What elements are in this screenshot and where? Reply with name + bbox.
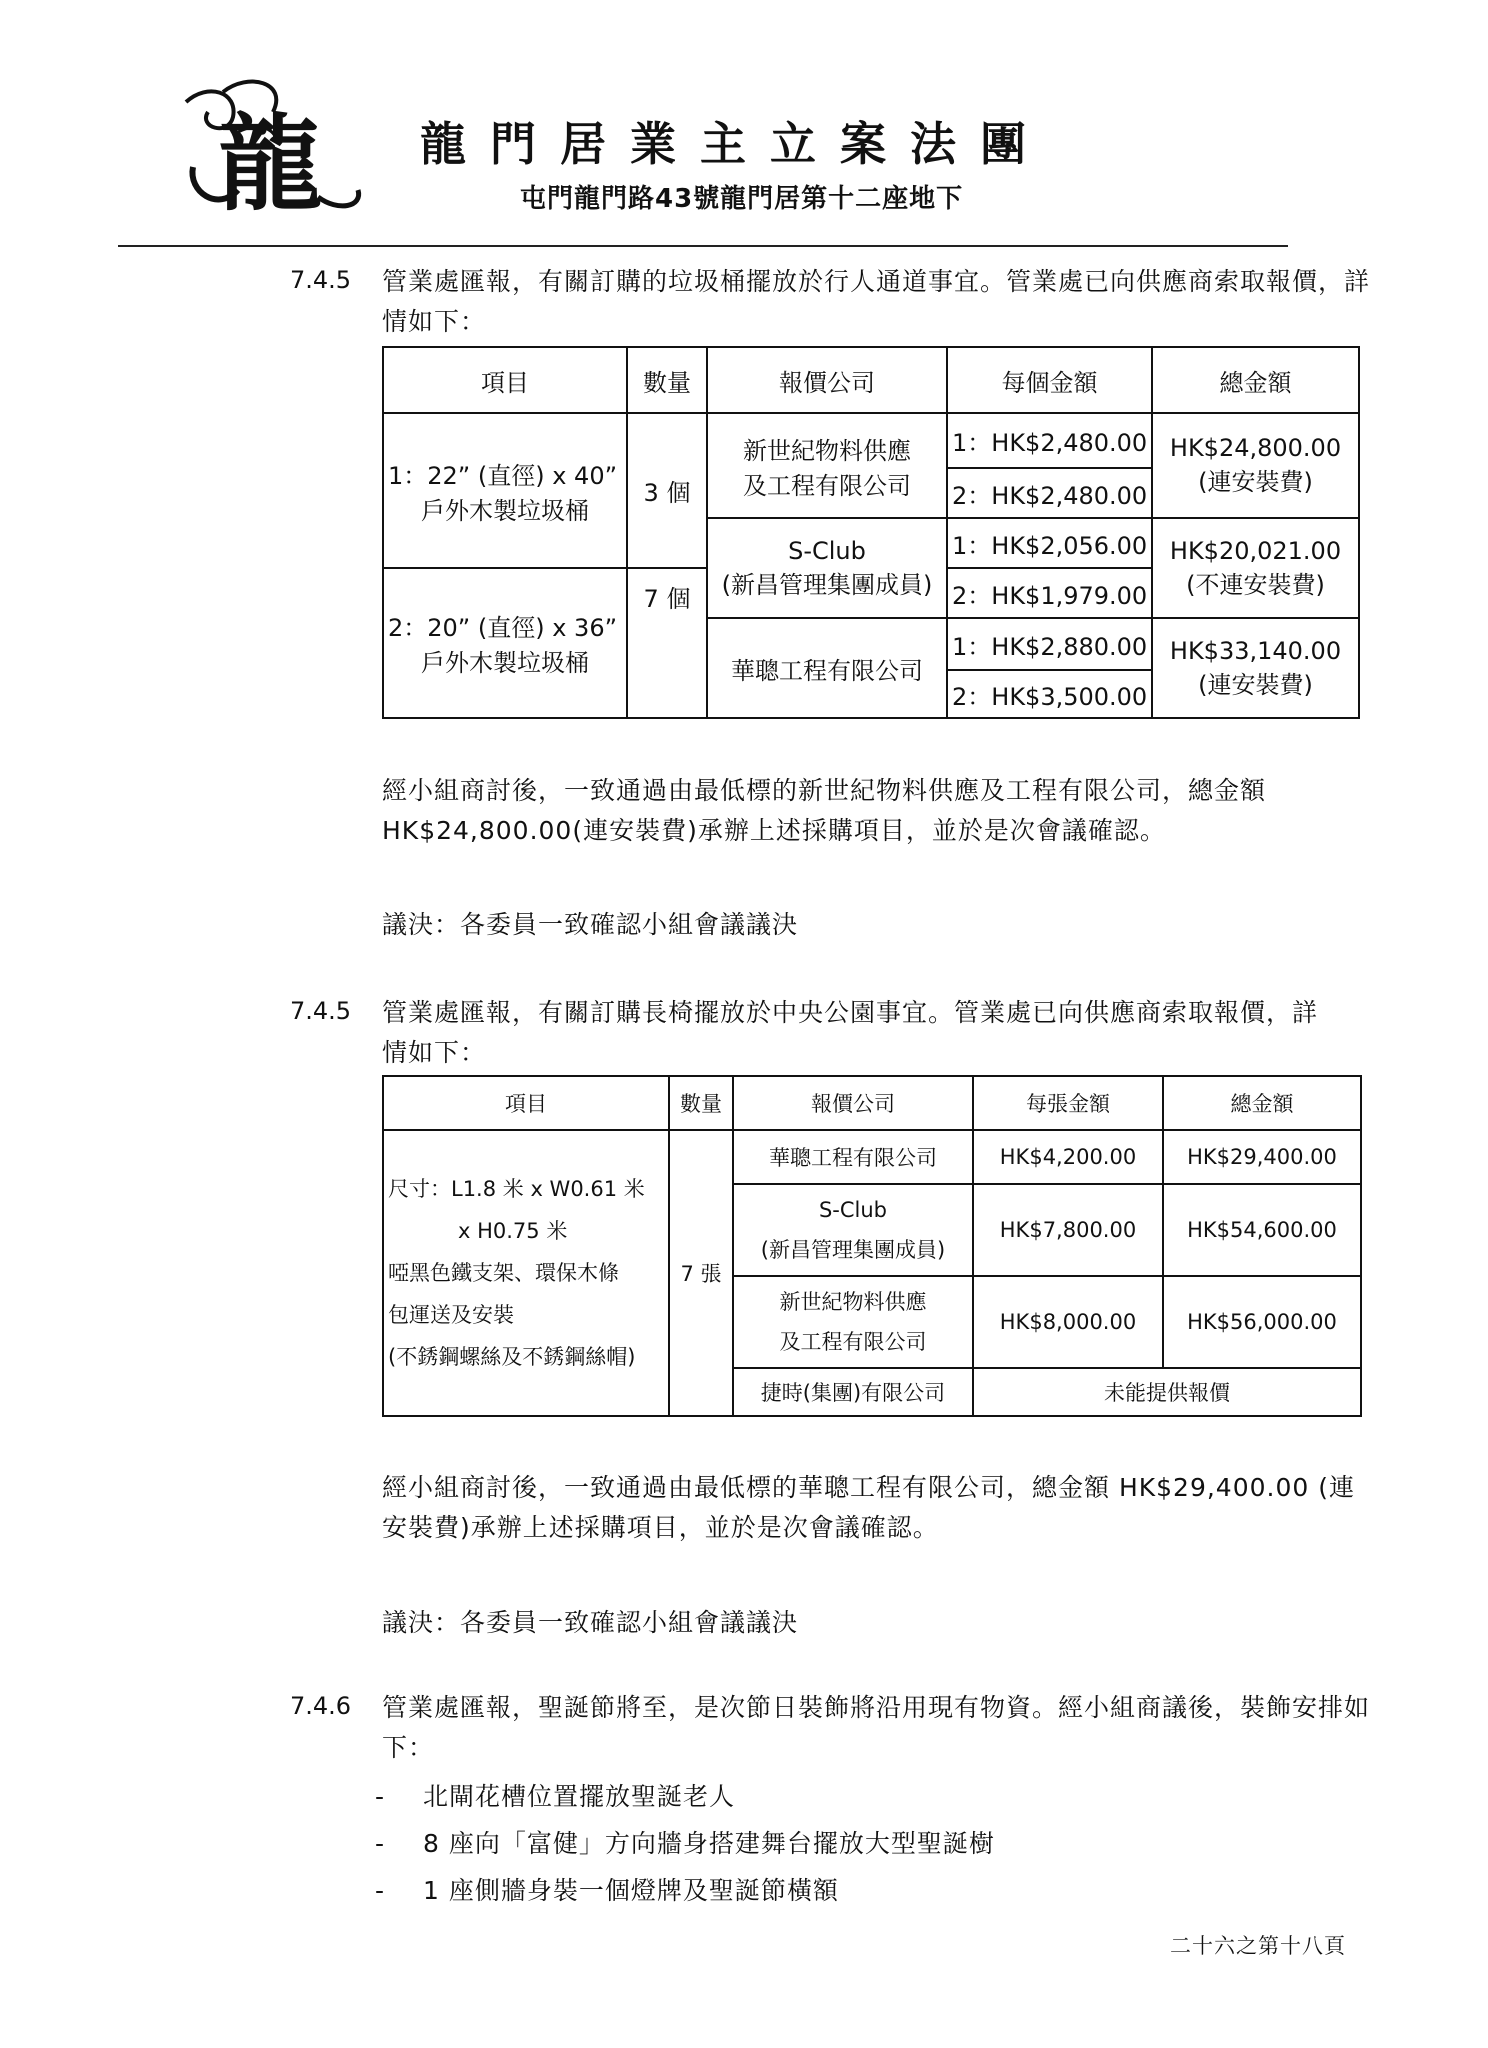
list-item-text: 北閘花槽位置擺放聖誕老人	[423, 1782, 736, 1811]
total-cell: HK$56,000.00	[1163, 1276, 1361, 1368]
list-item	[375, 1773, 995, 1820]
company-cell	[733, 1184, 973, 1276]
section-text: 管業處匯報，有關訂購的垃圾桶擺放於行人通道事宜。管業處已向供應商索取報價，詳情如下：	[382, 267, 1371, 336]
total-note: (連安裝費)	[1198, 468, 1313, 496]
page-number: 二十六之第十八頁	[1170, 1934, 1346, 1958]
section-number: 7.4.5	[290, 266, 352, 294]
company-line: S-Club	[788, 536, 866, 565]
logo-character: 龍	[218, 102, 323, 222]
unit-price-cell: HK$4,200.00	[973, 1130, 1163, 1184]
no-quote-cell: 未能提供報價	[973, 1368, 1361, 1416]
total-cell	[1152, 413, 1359, 518]
total-amount: HK$33,140.00	[1169, 636, 1342, 665]
item-cell	[383, 413, 627, 568]
item-spec-line: 啞黑色鐵支架、環保木條	[388, 1261, 619, 1285]
company-line: 華聰工程有限公司	[769, 1146, 937, 1170]
company-cell	[707, 413, 947, 518]
unit-price-cell: 1：HK$2,480.00	[947, 413, 1152, 468]
table-header: 項目	[383, 1076, 669, 1130]
unit-price-cell: 2：HK$1,979.00	[947, 568, 1152, 618]
section-number: 7.4.5	[290, 997, 352, 1025]
section-number: 7.4.6	[290, 1692, 352, 1720]
org-title: 龍門居業主立案法團	[420, 117, 1050, 171]
company-cell	[733, 1130, 973, 1184]
list-item-text: 8 座向「富健」方向牆身搭建舞台擺放大型聖誕樹	[423, 1829, 995, 1858]
table-header: 每張金額	[973, 1076, 1163, 1130]
bullet-dash: -	[375, 1782, 386, 1811]
bullet-dash: -	[375, 1876, 386, 1905]
company-cell	[707, 618, 947, 718]
table-header: 總金額	[1163, 1076, 1361, 1130]
table-header: 報價公司	[707, 347, 947, 413]
item-name-line: 戶外木製垃圾桶	[421, 496, 589, 525]
total-cell: HK$54,600.00	[1163, 1184, 1361, 1276]
company-line: 新世紀物料供應	[743, 436, 911, 465]
total-amount: HK$20,021.00	[1169, 536, 1342, 565]
list-item-text: 1 座側牆身裝一個燈牌及聖誕節橫額	[423, 1876, 839, 1905]
table-row	[383, 413, 1359, 468]
item-spec-line: 尺寸：L1.8 米 x W0.61 米	[388, 1177, 645, 1201]
table-header: 數量	[627, 347, 707, 413]
decision-text: 經小組商討後，一致通過由最低標的華聰工程有限公司，總金額 HK$29,400.00 (連安裝費)承辦上述採購項目，並於是次會議確認。	[382, 1473, 1355, 1542]
section-text: 管業處匯報，有關訂購長椅擺放於中央公園事宜。管業處已向供應商索取報價，詳情如下：	[382, 998, 1319, 1067]
item-cell	[383, 1130, 669, 1416]
company-cell	[707, 518, 947, 618]
total-cell	[1152, 618, 1359, 718]
company-line: 新世紀物料供應	[779, 1290, 927, 1314]
unit-price-cell: HK$8,000.00	[973, 1276, 1163, 1368]
unit-price-cell: 2：HK$3,500.00	[947, 670, 1152, 718]
item-spec-line: 包運送及安裝	[388, 1303, 514, 1327]
header-divider	[118, 245, 1288, 247]
item-name-line: 1：22” (直徑) x 40”	[388, 461, 618, 490]
company-line: 及工程有限公司	[779, 1330, 927, 1354]
table-header: 項目	[383, 347, 627, 413]
resolution-text: 議決：各委員一致確認小組會議議決	[382, 910, 799, 939]
company-line: 華聰工程有限公司	[731, 656, 923, 685]
table-row	[383, 1130, 1361, 1184]
section-text: 管業處匯報，聖誕節將至，是次節日裝飾將沿用現有物資。經小組商議後，裝飾安排如下：	[382, 1693, 1371, 1762]
unit-price-cell: 2：HK$2,480.00	[947, 468, 1152, 518]
decoration-list	[375, 1773, 995, 1914]
benches-quote-table	[382, 1075, 1362, 1417]
item-name-line: 戶外木製垃圾桶	[421, 649, 589, 677]
dragon-swirl-icon	[178, 72, 368, 222]
total-note: (不連安裝費)	[1186, 570, 1325, 599]
qty-cell: 3 個	[627, 413, 707, 568]
unit-price-cell: 1：HK$2,056.00	[947, 518, 1152, 568]
company-line: (新昌管理集團成員)	[760, 1238, 946, 1262]
total-note: (連安裝費)	[1198, 670, 1313, 699]
company-cell: 捷時(集團)有限公司	[733, 1368, 973, 1416]
bins-quote-table	[382, 346, 1360, 719]
table-header: 報價公司	[733, 1076, 973, 1130]
list-item	[375, 1820, 995, 1867]
dragon-logo	[178, 72, 368, 222]
decision-text: 經小組商討後，一致通過由最低標的新世紀物料供應及工程有限公司，總金額HK$24,800.00(連安裝費)承辦上述採購項目，並於是次會議確認。	[382, 776, 1267, 845]
company-line: S-Club	[818, 1198, 888, 1222]
table-header-row	[383, 347, 1359, 413]
company-line: 及工程有限公司	[743, 471, 911, 500]
table-header: 每個金額	[947, 347, 1152, 413]
item-spec-line: (不銹鋼螺絲及不銹鋼絲帽)	[388, 1345, 636, 1369]
company-line: (新昌管理集團成員)	[721, 570, 933, 599]
total-amount: HK$24,800.00	[1169, 434, 1342, 462]
unit-price-cell: 1：HK$2,880.00	[947, 618, 1152, 670]
item-cell	[383, 568, 627, 718]
list-item	[375, 1867, 995, 1914]
company-cell	[733, 1276, 973, 1368]
qty-cell: 7 個	[627, 568, 707, 718]
qty-cell: 7 張	[669, 1130, 733, 1416]
item-spec-line: x H0.75 米	[458, 1219, 568, 1243]
item-name-line: 2：20” (直徑) x 36”	[388, 614, 618, 642]
table-header: 總金額	[1152, 347, 1359, 413]
resolution-text: 議決：各委員一致確認小組會議議決	[382, 1608, 799, 1637]
table-header-row	[383, 1076, 1361, 1130]
bullet-dash: -	[375, 1829, 386, 1858]
org-address: 屯門龍門路43號龍門居第十二座地下	[520, 184, 964, 214]
table-header: 數量	[669, 1076, 733, 1130]
total-cell	[1152, 518, 1359, 618]
unit-price-cell: HK$7,800.00	[973, 1184, 1163, 1276]
total-cell: HK$29,400.00	[1163, 1130, 1361, 1184]
